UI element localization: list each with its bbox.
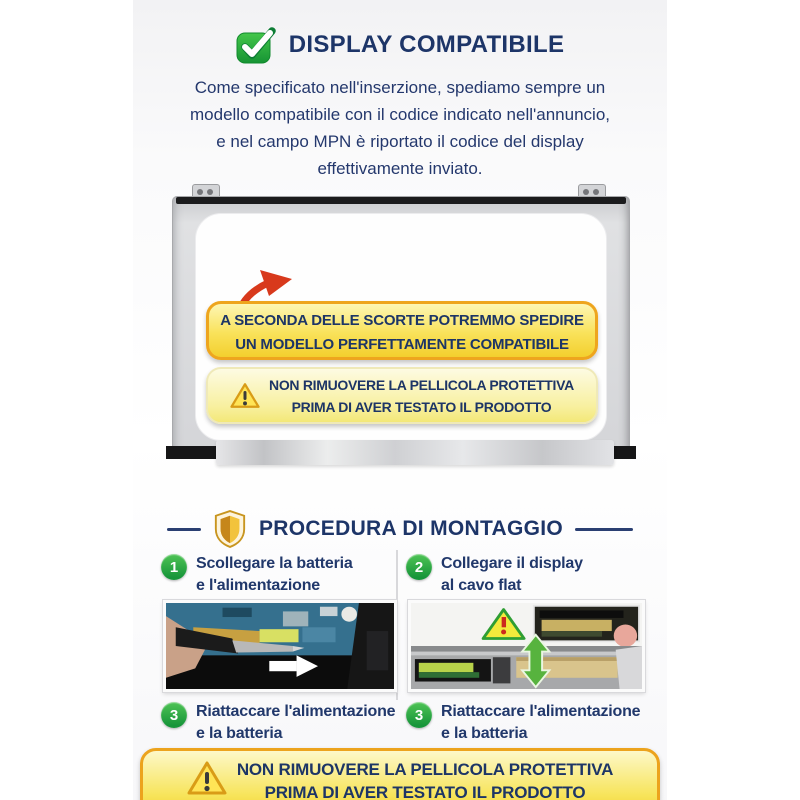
panel-foil-strip [216,440,614,465]
photo-connect-display [408,600,645,692]
film-notice-line: PRIMA DI AVER TESTATO IL PRODOTTO [291,398,552,415]
footer-warning-banner [140,748,660,800]
film-notice-label [206,367,598,424]
film-notice-line: NON RIMUOVERE LA PELLICOLA PROTETTIVA [269,376,574,393]
stock-notice-line: UN MODELLO PERFETTAMENTE COMPATIBILE [235,336,569,353]
step-number-badge: 3 [406,702,432,728]
procedure-title: PROCEDURA DI MONTAGGIO [258,517,564,540]
shield-icon [213,510,247,548]
step-text: Collegare il display al cavo flat [441,555,583,594]
warning-icon [187,760,227,796]
divider-line [575,528,633,531]
step-text: Scollegare la batteria e l'alimentazione [196,555,353,594]
step-text: Riattaccare l'alimentazione e la batteria [441,703,641,742]
stock-notice-label [206,301,598,360]
footer-warning-text [237,758,613,800]
step-number-badge: 2 [406,554,432,580]
step-number-badge: 3 [161,702,187,728]
screw-hole [197,189,203,195]
intro-line: e nel campo MPN è riportato il codice del display [216,132,584,151]
footer-warning-line: PRIMA DI AVER TESTATO IL PRODOTTO [264,783,586,800]
panel-top-strip [176,197,626,204]
check-icon [236,26,276,64]
screw-hole [583,189,589,195]
step-item-1 [161,553,353,597]
step-text: Riattaccare l'alimentazione e la batteria [196,703,396,742]
intro-line: effettivamente inviato. [317,159,483,178]
inset-connector-photo [534,606,639,647]
panel-corner-cap-left [166,446,218,459]
photo-disconnect-battery [163,600,397,692]
page-title: DISPLAY COMPATIBILE [288,31,565,58]
film-notice-text [269,374,574,418]
intro-line: modello compatibile con il codice indicato nell'annuncio, [190,105,610,124]
step-item-4 [406,701,640,745]
procedure-header [133,510,667,548]
intro-line: Come specificato nell'inserzione, spediamo sempre un [194,78,606,97]
screw-hole [207,189,213,195]
header [133,26,667,64]
step-item-3 [161,701,395,745]
step-item-2 [406,553,583,597]
step-number-badge: 1 [161,554,187,580]
stock-notice-line: A SECONDA DELLE SCORTE POTREMMO SPEDIRE [220,312,584,329]
warning-icon [230,382,260,409]
intro-text [133,74,667,182]
divider-line [167,528,201,531]
screw-hole [593,189,599,195]
footer-warning-line: NON RIMUOVERE LA PELLICOLA PROTETTIVA [236,760,614,779]
